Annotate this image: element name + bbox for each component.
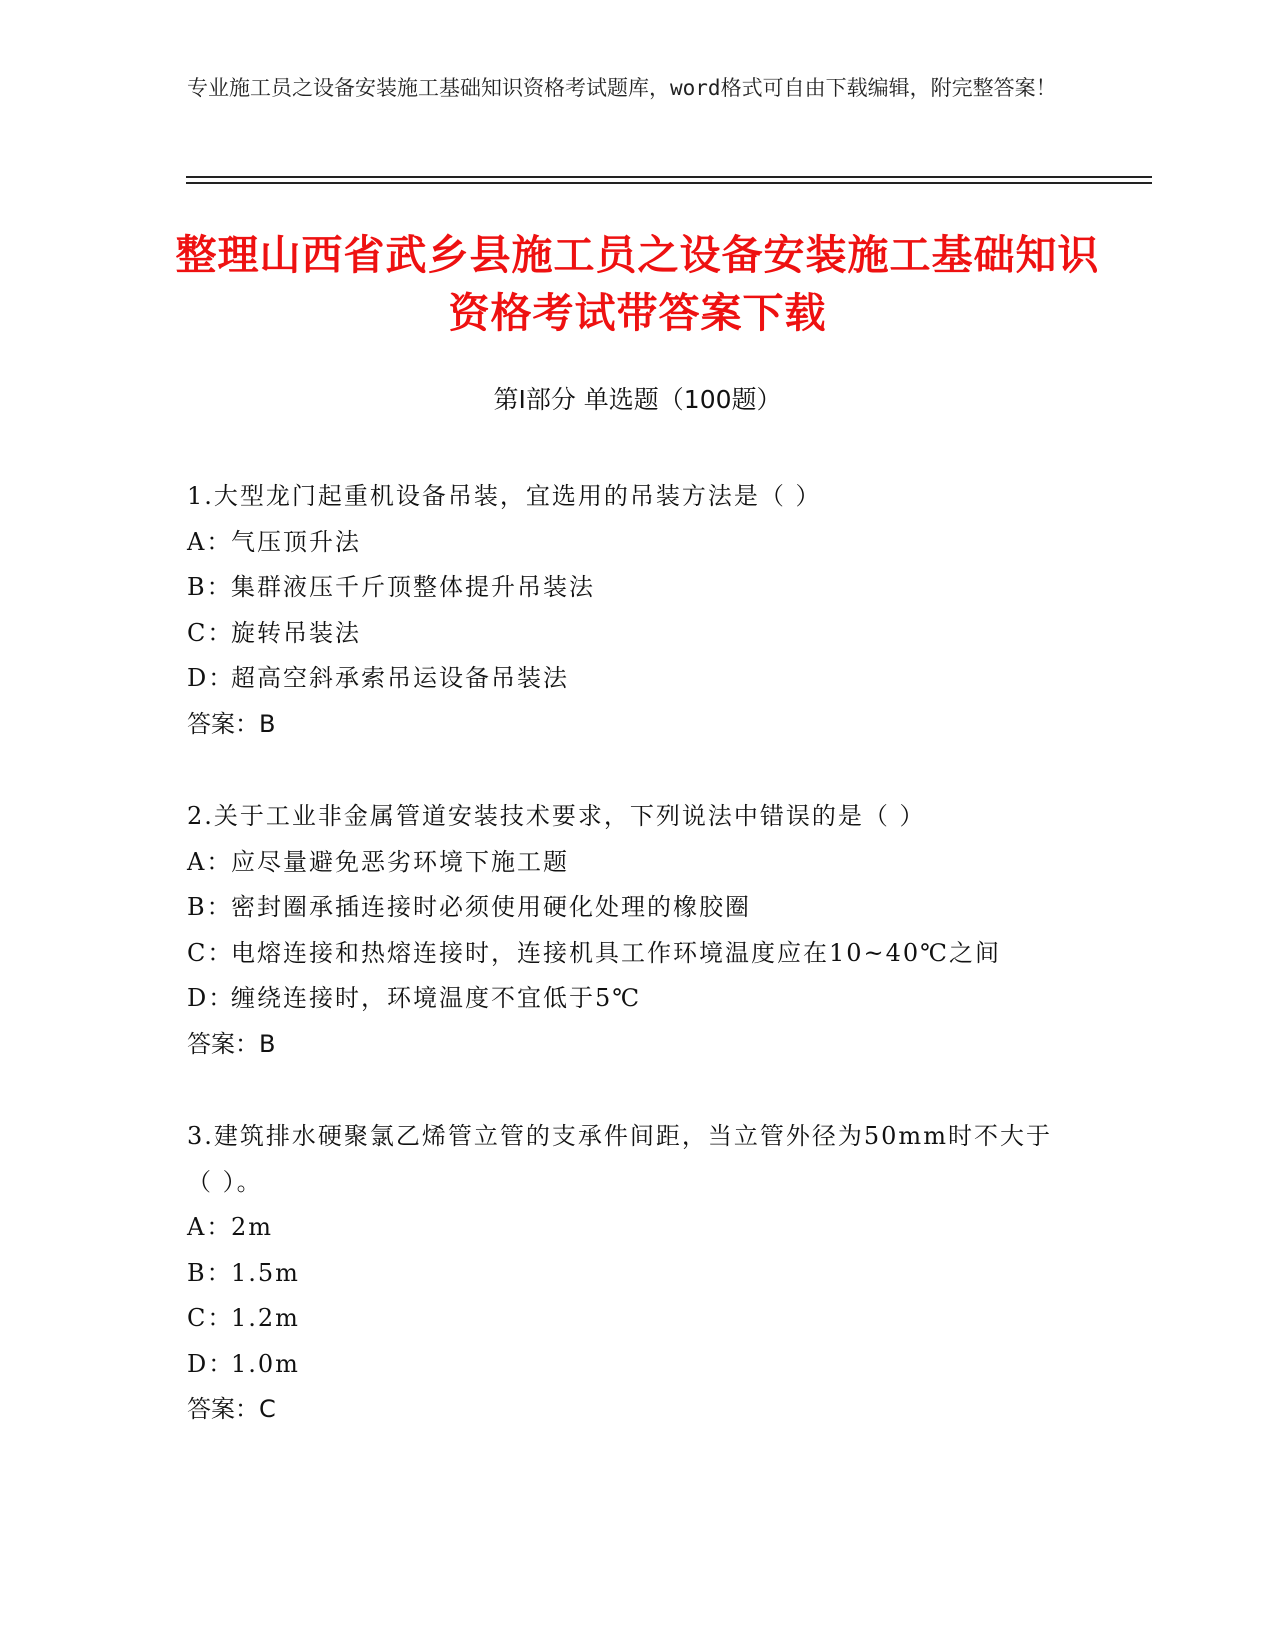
option-key: B： (187, 1258, 233, 1287)
option-text: 旋转吊装法 (231, 618, 361, 647)
option-key: C： (187, 1304, 234, 1332)
option-key: B： (187, 893, 233, 921)
option-key: B： (187, 573, 233, 601)
option-text: 集群液压千斤顶整体提升吊装法 (231, 573, 595, 601)
question-list (187, 474, 1087, 1480)
option-key: D： (187, 984, 235, 1012)
question-text: 3.建筑排水硬聚氯乙烯管立管的支承件间距，当立管外径为50mm时不大于（ ）。 (187, 1122, 1052, 1196)
option-d (187, 976, 1087, 1022)
question-2 (187, 794, 1087, 1067)
option-c (187, 931, 1087, 977)
option-b (187, 885, 1087, 931)
option-key: D： (187, 664, 235, 692)
header-note: 专业施工员之设备安装施工基础知识资格考试题库，word格式可自由下载编辑，附完整答案！ (187, 76, 1057, 100)
option-a (187, 1205, 1087, 1251)
option-text: 密封圈承插连接时必须使用硬化处理的橡胶圈 (231, 893, 751, 921)
answer: 答案：B (187, 709, 276, 738)
option-d (187, 1342, 1087, 1388)
option-key: A： (187, 527, 233, 556)
option-text: 超高空斜承索吊运设备吊装法 (231, 664, 569, 692)
option-c (187, 1296, 1087, 1342)
option-text: 1.0m (231, 1349, 300, 1378)
option-text: 应尽量避免恶劣环境下施工题 (231, 847, 569, 876)
question-1 (187, 474, 1087, 747)
option-a (187, 840, 1087, 886)
option-b (187, 1251, 1087, 1297)
option-text: 气压顶升法 (231, 527, 361, 556)
option-text: 1.2m (231, 1304, 300, 1332)
option-key: A： (187, 1213, 233, 1241)
document-title: 整理山西省武乡县施工员之设备安装施工基础知识资格考试带答案下载 (175, 231, 1100, 337)
option-key: C： (187, 938, 234, 967)
option-key: A： (187, 847, 233, 876)
option-b (187, 565, 1087, 611)
option-text: 1.5m (231, 1258, 300, 1287)
answer: 答案：C (187, 1395, 276, 1423)
section-title: 第Ⅰ部分 单选题（100题） (493, 385, 782, 414)
option-text: 缠绕连接时，环境温度不宜低于5℃ (231, 984, 642, 1012)
question-3 (187, 1114, 1087, 1433)
option-d (187, 656, 1087, 702)
question-text: 1.大型龙门起重机设备吊装，宜选用的吊装方法是（ ） (187, 482, 822, 510)
option-c (187, 611, 1087, 657)
option-text: 2m (231, 1213, 274, 1241)
option-text: 电熔连接和热熔连接时，连接机具工作环境温度应在10~40℃之间 (231, 938, 1002, 967)
header-divider-bottom (186, 182, 1152, 184)
answer: 答案：B (187, 1029, 276, 1058)
option-a (187, 520, 1087, 566)
header-divider-top (186, 176, 1152, 178)
question-text: 2.关于工业非金属管道安装技术要求，下列说法中错误的是（ ） (187, 802, 926, 830)
option-key: D： (187, 1349, 235, 1378)
option-key: C： (187, 618, 234, 647)
